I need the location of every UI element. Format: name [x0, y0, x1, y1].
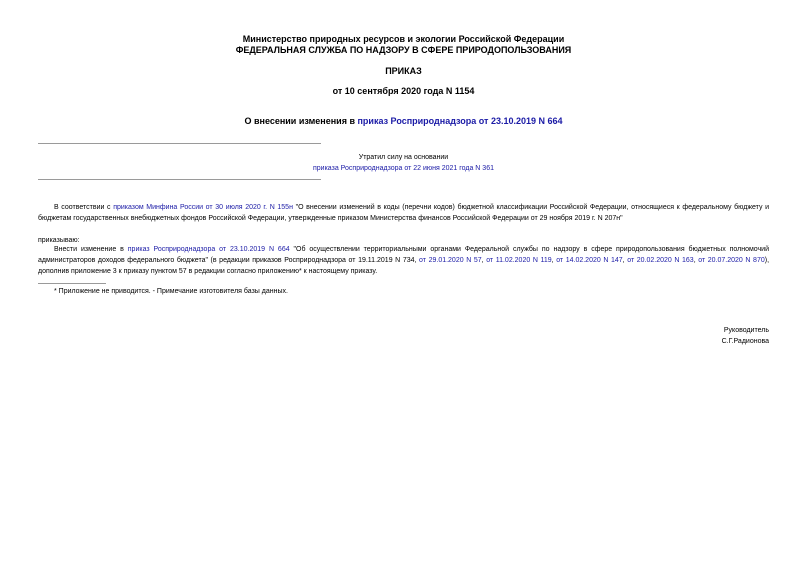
body-sep-2: , [551, 257, 557, 264]
footnote-divider [38, 283, 106, 284]
document-type: ПРИКАЗ [385, 66, 422, 76]
footnote: * Приложение не приводится. - Примечание изготовителя базы данных. [54, 288, 288, 295]
repeal-note-link-line [38, 164, 769, 173]
body-paragraph [38, 244, 769, 277]
body-text-1: Внести изменение в [54, 246, 128, 253]
basis-paragraph [38, 202, 769, 224]
document-title [38, 116, 769, 127]
repeal-note: Утратил силу на основании [358, 154, 449, 161]
order-147-link[interactable]: от 14.02.2020 N 147 [556, 257, 623, 264]
basis-text-2: "О внесении изменений в коды (перечни кодов) бюджетной классификации Российской Федерации, относящиеся к федеральному бюджету и бюджетам государственных внебюджетных фондов Российской Федерации, утвержденные приказом Министерства финансов Российской Федерации от 29 ноября 2019 г. N 207н" [38, 204, 770, 222]
amended-order-link[interactable]: приказ Росприроднадзора от 23.10.2019 N 664 [127, 246, 290, 253]
repeal-order-link[interactable]: приказа Росприроднадзора от 22 июня 2021 года N 361 [313, 165, 494, 172]
order-119-link[interactable]: от 11.02.2020 N 119 [486, 257, 552, 264]
title-prefix: О внесении изменения в [244, 116, 358, 126]
service-name: ФЕДЕРАЛЬНАЯ СЛУЖБА ПО НАДЗОРУ В СФЕРЕ ПРИРОДОПОЛЬЗОВАНИЯ [235, 45, 572, 55]
divider-bottom [38, 179, 321, 180]
divider-top [38, 143, 321, 144]
order-57-link[interactable]: от 29.01.2020 N 57 [419, 257, 482, 264]
body-text-end: ), дополнив приложение 3 к приказу пунктом 57 в редакции согласно приложению* к настоящему приказу. [38, 257, 770, 275]
order-word: приказываю: [38, 237, 80, 244]
body-sep-1: , [481, 257, 487, 264]
signer-name: С.Г.Радионова [721, 338, 769, 345]
document-date-number: от 10 сентября 2020 года N 1154 [332, 86, 475, 96]
order-163-link[interactable]: от 20.02.2020 N 163 [627, 257, 694, 264]
body-sep-4: , [693, 257, 699, 264]
title-order-link[interactable]: приказ Росприроднадзора от 23.10.2019 N 664 [357, 116, 563, 126]
body-text-2: "Об осуществлении территориальными органами Федеральной службы по надзору в сфере природопользования бюджетных полномочий администраторов доходов федерального бюджета" (в редакции приказов Росприроднадзора от 19.11.2019 N 734, [38, 246, 769, 264]
signer-position: Руководитель [723, 327, 769, 334]
basis-text-1: В соответствии с [54, 204, 114, 211]
minfin-order-link[interactable]: приказом Минфина России от 30 июля 2020 г. N 155н [113, 204, 293, 211]
body-sep-3: , [622, 257, 628, 264]
order-870-link[interactable]: от 20.07.2020 N 870 [698, 257, 765, 264]
ministry-name: Министерство природных ресурсов и экологии Российской Федерации [242, 34, 565, 44]
